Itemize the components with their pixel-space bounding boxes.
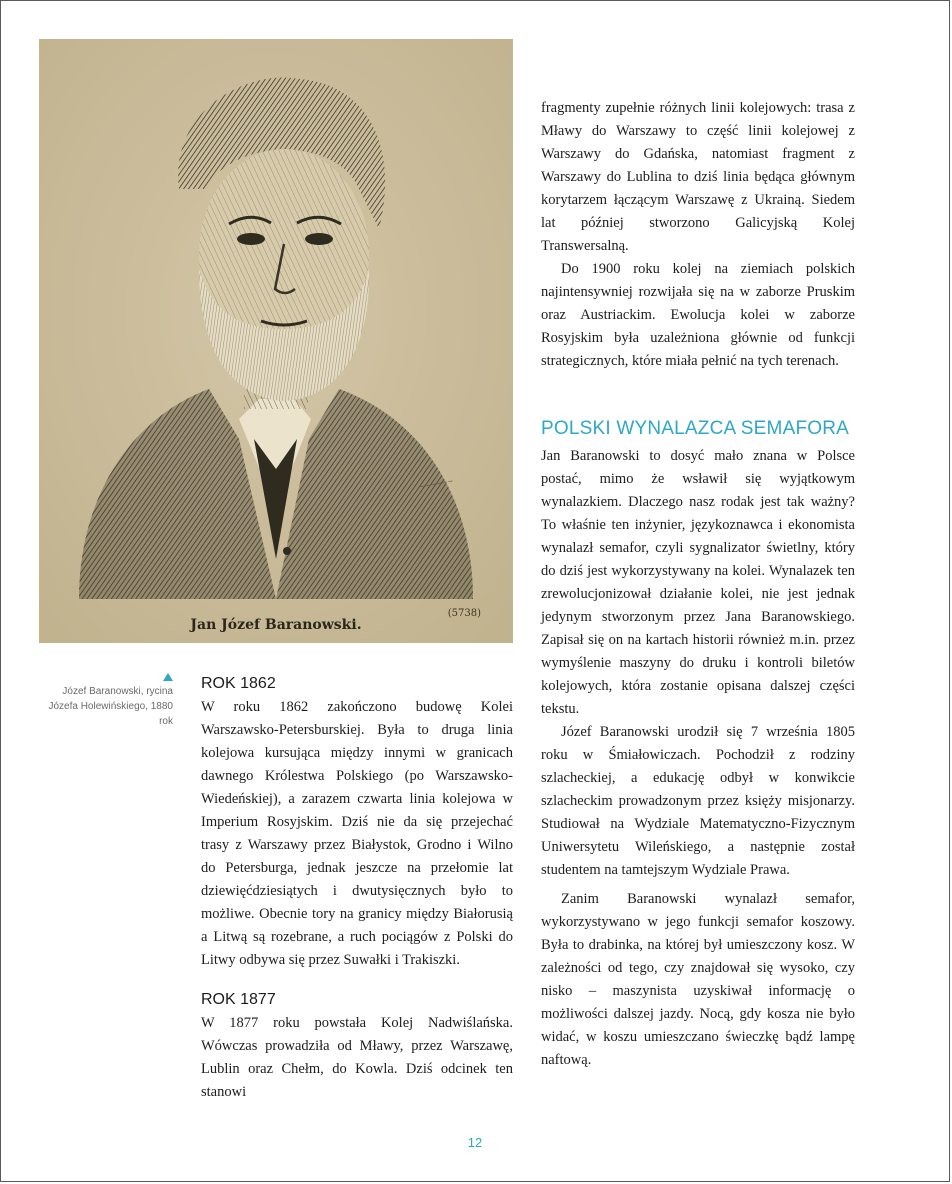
paragraph-continued: fragmenty zupełnie różnych linii kolejowych: trasa z Mławy do Warszawy to część linii kolejowej z Warszawy do Gdańska, natomiast fragment z Warszawy do Lublina to dziś linia będąca głównym korytarzem łączącym Warszawę z Ukrainą. Siedem lat później stworzono Galicyjską Kolej Transwersalną.: [541, 100, 855, 254]
caption-arrow-icon: [163, 673, 173, 681]
portrait-caption: Jan Józef Baranowski.: [190, 617, 362, 633]
paragraph-semaphore-1: Jan Baranowski to dosyć mało znana w Polsce postać, mimo że wsławił się wyjątkowym wynalazkiem. Dlaczego nasz rodak jest tak ważny? To właśnie ten inżynier, językoznawca i ekonomista wynalazł semafor, czyli sygnalizator świetlny, który do dziś jest wykorzystywany na kolei. Wynalazek ten zrewolucjonizował działanie kolei, nie jest jednak jedynym stworzonym przez Jana Baranowskiego. Zapisał się on na kartach historii również m.in. przez wymyślenie maszyny do druku i kontroli biletów kolejowych, która zostanie opisana dalszej części tekstu.: [541, 448, 855, 717]
heading-1862: ROK 1862: [201, 675, 276, 692]
portrait-illustration: [39, 39, 513, 643]
right-column: [541, 97, 855, 1072]
left-column: [201, 673, 513, 1104]
paragraph-semaphore-2: Józef Baranowski urodził się 7 września 1805 roku w Śmiałowiczach. Pochodził z rodziny szlacheckiej, a edukację odbył w konwikcie szlacheckim prowadzonym przez księży misjonarzy. Studiował na Wydziale Matematyczno-Fizycznym Uniwersytetu Wileńskiego, a następnie został studentem na tamtejszym Wydziale Prawa.: [541, 724, 855, 878]
heading-1877: ROK 1877: [201, 991, 276, 1008]
paragraph-1900: Do 1900 roku kolej na ziemiach polskich najintensywniej rozwijała się na w zaborze Pruskim oraz Austriackim. Ewolucja kolei w zaborze Rosyjskim była uzależniona głównie od funkcji strategicznych, które miała pełnić na tych terenach.: [541, 261, 855, 369]
page-number: 12: [467, 1135, 483, 1150]
svg-text:~~~~~~: ~~~~~~: [417, 476, 455, 491]
section-heading: POLSKI WYNALAZCA SEMAFORA: [541, 418, 850, 439]
portrait-number: (5738): [447, 608, 481, 619]
image-caption: [41, 673, 173, 729]
paragraph-1862: W roku 1862 zakończono budowę Kolei Warszawsko-Petersburskiej. Była to druga linia kolejowa kursująca między innymi w granicach dawnego Królestwa Polskiego (po Warszawsko-Wiedeńskiej), a zarazem czwarta linia kolejowa w Imperium Rosyjskim. Dziś nie da się przejechać trasy z Warszawy przez Białystok, Grodno i Wilno do Petersburga, jednak jeszcze na przełomie lat dziewięćdziesiątych i dwutysięcznych było to możliwe. Obecnie tory na granicy między Białorusią a Litwą są rozebrane, a ruch pociągów z Polski do Litwy odbywa się przez Suwałki i Trakiszki.: [201, 699, 513, 968]
paragraph-1877: W 1877 roku powstała Kolej Nadwiślańska. Wówczas prowadziła od Mławy, przez Warszawę, Lublin oraz Chełm, do Kowla. Dziś odcinek ten stanowi: [201, 1015, 513, 1100]
image-caption-text: Józef Baranowski, rycina Józefa Holewińskiego, 1880 rok: [48, 686, 173, 727]
paragraph-semaphore-3: Zanim Baranowski wynalazł semafor, wykorzystywano w jego funkcji semafor koszowy. Była to drabinka, na której był umieszczony kosz. W zależności od tego, czy znajdował się wysoko, czy nisko – maszynista uzyskiwał informację o możliwości dalszej jazdy. Nocą, gdy kosza nie było widać, w koszu umieszczano świeczkę bądź lampę naftową.: [541, 891, 855, 1068]
portrait-engraving: [39, 39, 513, 643]
